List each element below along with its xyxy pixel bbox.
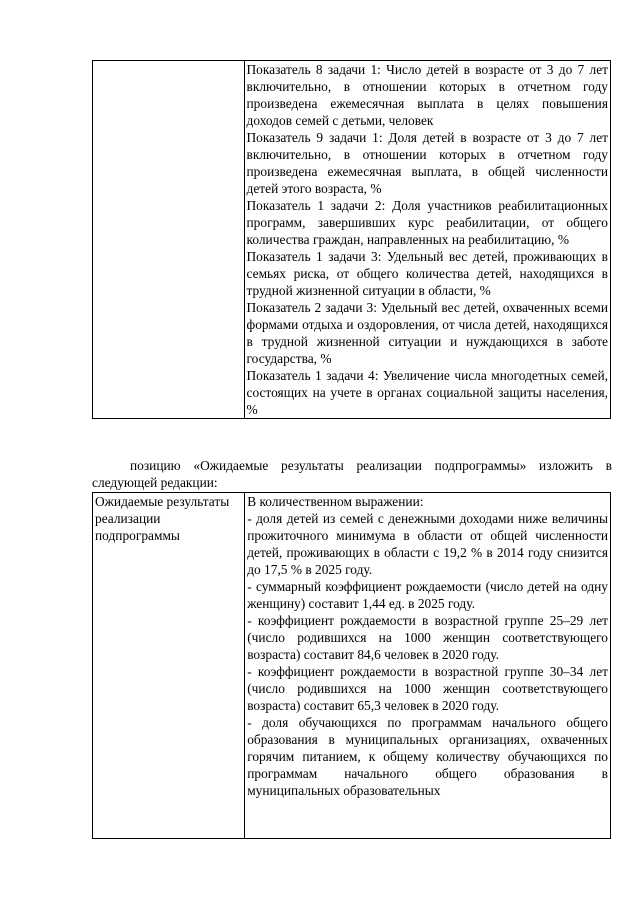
indicator-item: Показатель 1 задачи 3: Удельный вес детей, проживающих в семьях риска, от общего количества детей, находящихся в трудной жизненной ситуации в области, % (246, 249, 608, 298)
result-item: - доля обучающихся по программам начального общего образования в муниципальных организациях, охваченных горячим питанием, к общему количеству обучающихся по программам начального общего образования в муниципальных образовательных (247, 715, 608, 798)
expected-results-table (92, 492, 611, 839)
indicator-item: Показатель 2 задачи 3: Удельный вес детей, охваченных всеми формами отдыха и оздоровления, от числа детей, находящихся в трудной жизненной ситуации и нуждающихся в заботе государства, % (246, 300, 608, 366)
indicator-item: Показатель 1 задачи 2: Доля участников реабилитационных программ, завершивших курс реабилитации, от общего количества граждан, направленных на реабилитацию, % (246, 198, 608, 247)
expected-results-intro: В количественном выражении: (247, 494, 424, 509)
result-item: - доля детей из семей с денежными доходами ниже величины прожиточного минимума в области от общей численности детей, проживающих в области с 19,2 % в 2014 году снизится до 17,5 % в 2025 году. (247, 511, 608, 577)
indicator-item: Показатель 9 задачи 1: Доля детей в возрасте от 3 до 7 лет включительно, в отношении которых в отчетном году произведена ежемесячная выплата, в общей численности детей этого возраста, % (246, 130, 608, 196)
indicators-label-cell (93, 61, 245, 419)
indicator-item: Показатель 8 задачи 1: Число детей в возрасте от 3 до 7 лет включительно, в отношении которых в отчетном году произведена ежемесячная выплата в целях повышения доходов семей с детьми, человек (246, 62, 608, 128)
expected-results-label: Ожидаемые результаты реализации подпрограммы (93, 493, 245, 839)
result-item: - коэффициент рождаемости в возрастной группе 25–29 лет (число родившихся на 1000 женщин соответствующего возраста) составит 84,6 человек в 2020 году. (247, 613, 608, 662)
result-item: - суммарный коэффициент рождаемости (число детей на одну женщину) составит 1,44 ед. в 2025 году. (247, 579, 608, 611)
result-item: - коэффициент рождаемости в возрастной группе 30–34 лет (число родившихся на 1000 женщин соответствующего возраста) составит 65,3 человек в 2020 году. (247, 664, 608, 713)
expected-results-content (247, 493, 608, 838)
amendment-paragraph: позицию «Ожидаемые результаты реализации подпрограммы» изложить в следующей редакции: (92, 458, 612, 490)
expected-results-cell (245, 493, 611, 839)
indicators-cell (244, 61, 610, 419)
indicators-table (92, 60, 611, 419)
indicator-item: Показатель 1 задачи 4: Увеличение числа многодетных семей, состоящих на учете в органах социальной защиты населения, % (246, 368, 608, 417)
